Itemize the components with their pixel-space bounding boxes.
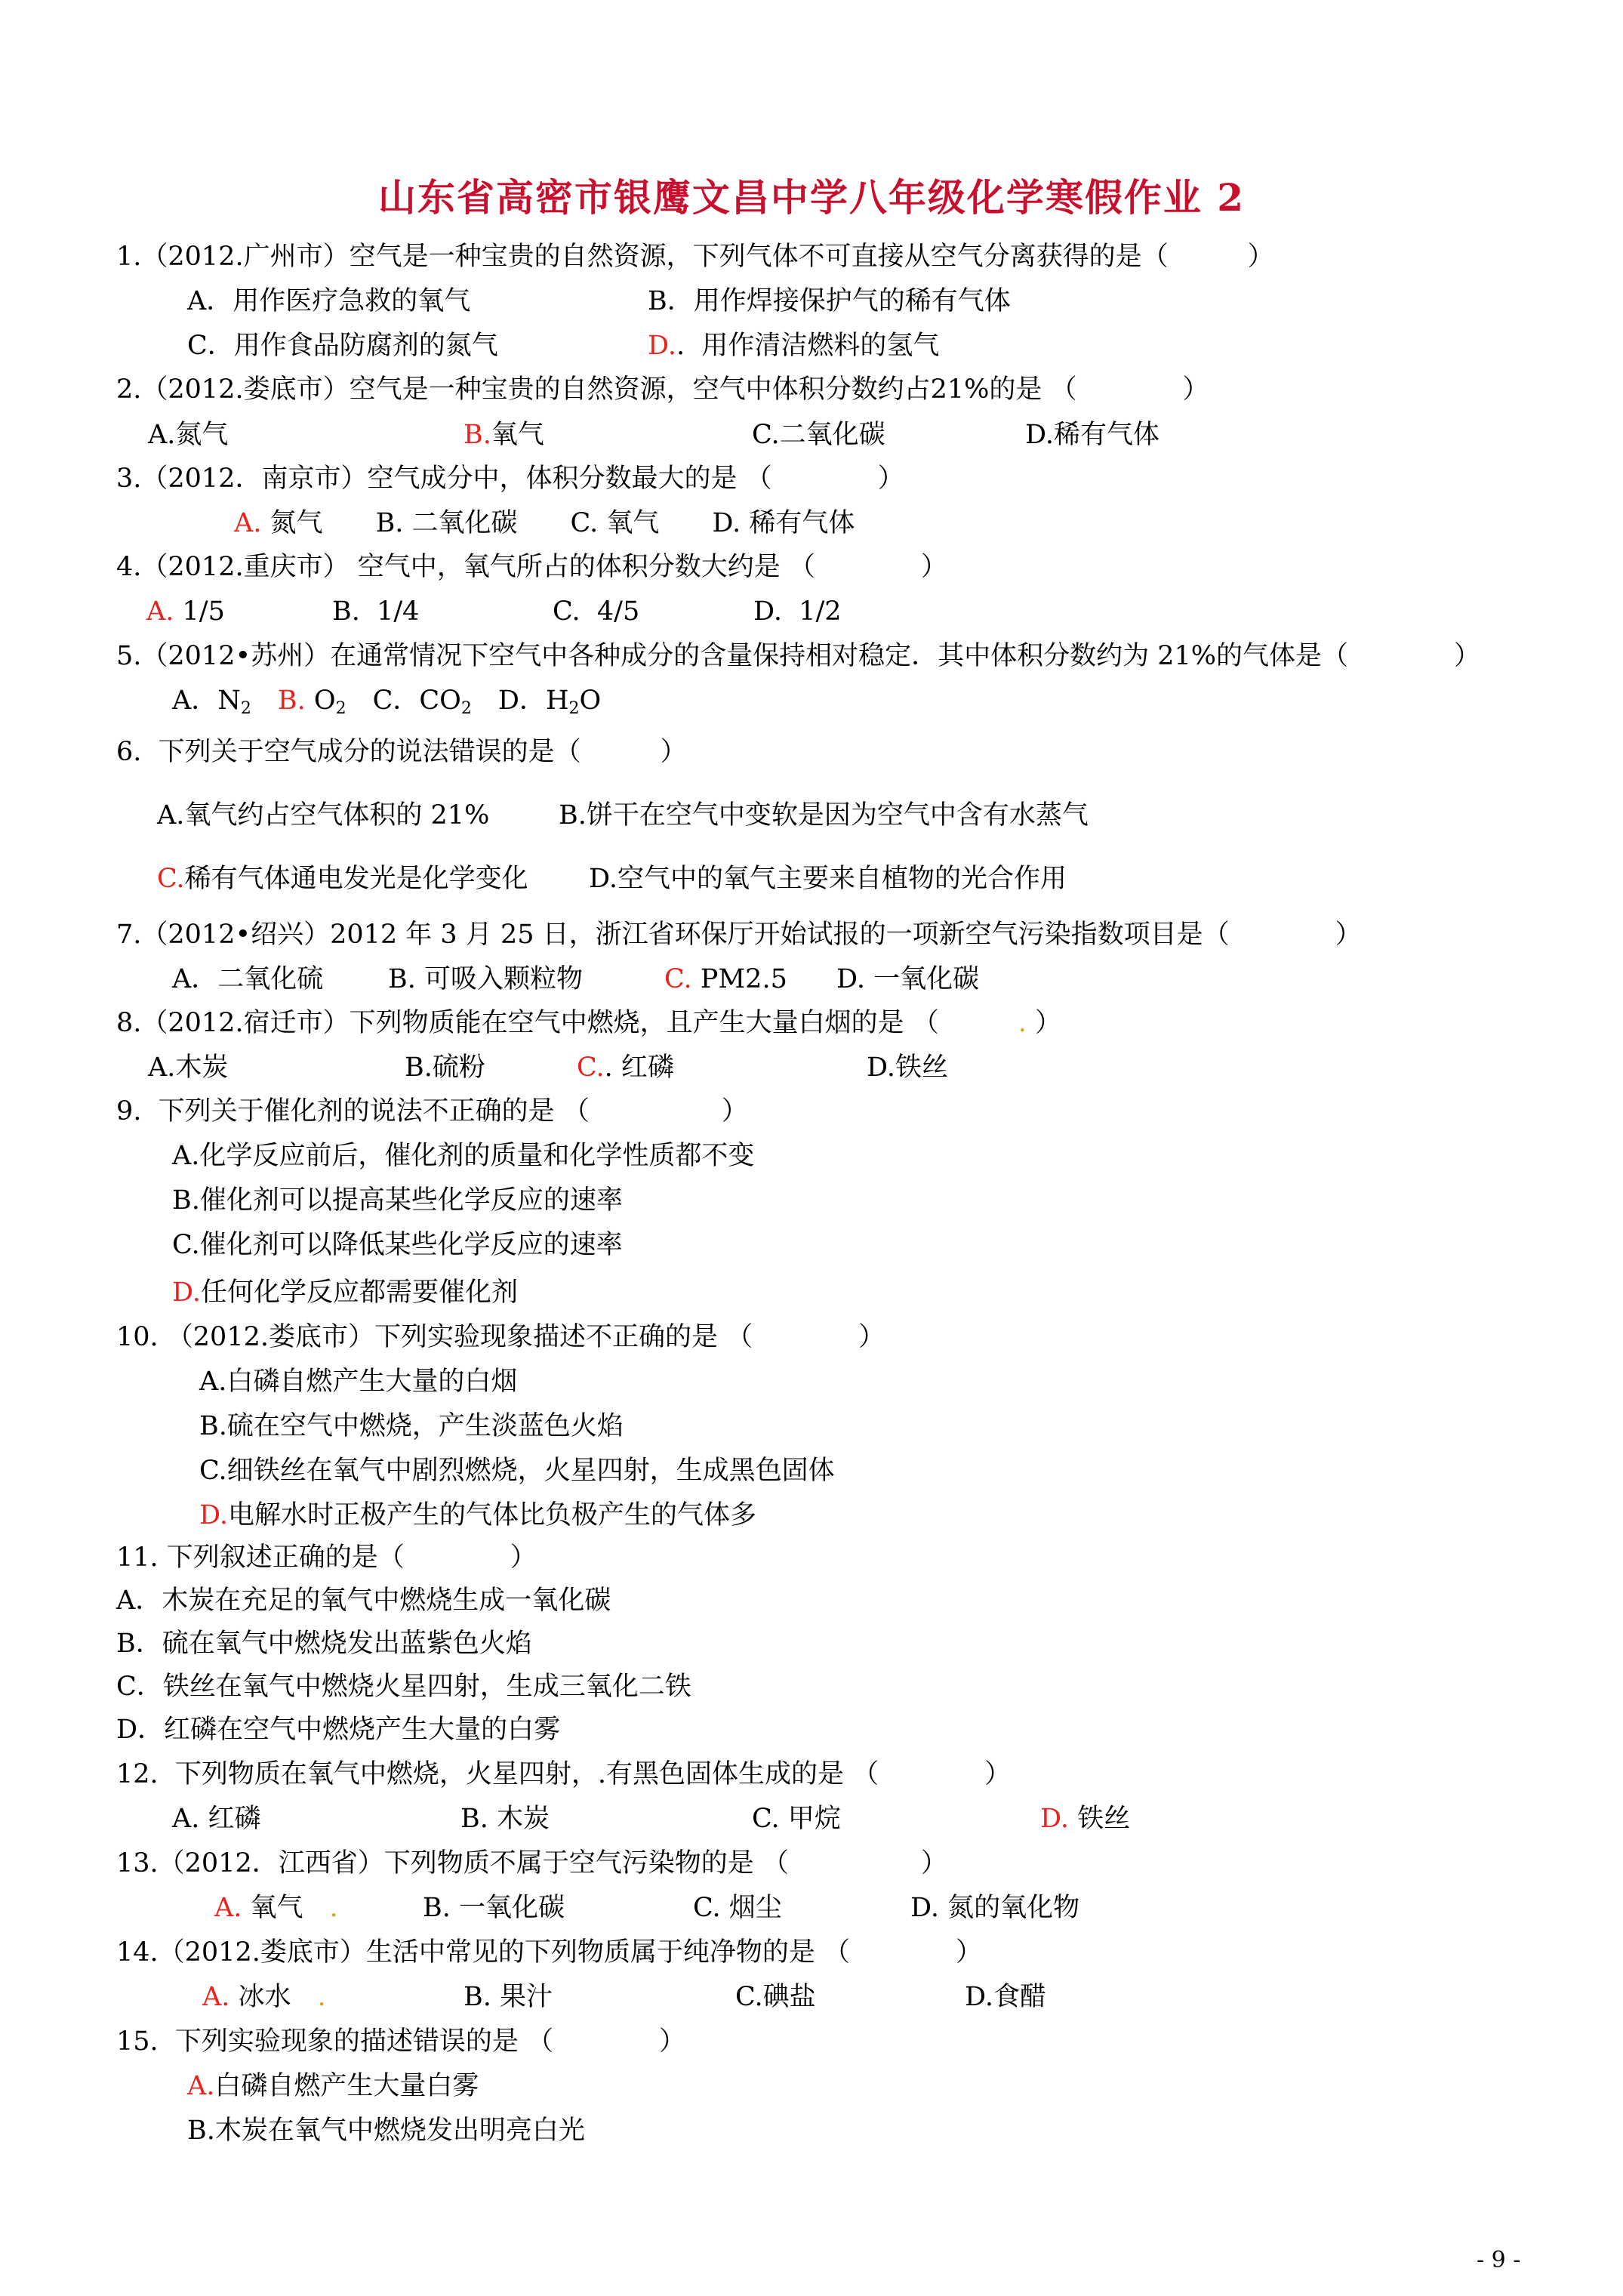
question-8-option-d: D.铁丝 (867, 1052, 948, 1083)
answer-key-mark: C. (577, 1052, 605, 1083)
question-7-option-d: D. 一氧化碳 (836, 964, 980, 994)
question-10-option-c: C.细铁丝在氧气中剧烈燃烧，火星四射，生成黑色固体 (199, 1456, 835, 1486)
question-11-option-c: C．铁丝在氧气中燃烧火星四射，生成三氧化二铁 (116, 1672, 691, 1702)
question-14-option-b: B. 果汁 (463, 1982, 553, 2012)
question-12-option-b: B. 木炭 (460, 1804, 550, 1834)
question-14-option-a: A. 冰水 . (202, 1982, 326, 2012)
question-3-stem: 3.（2012．南京市）空气成分中，体积分数最大的是 （ ） (116, 464, 904, 494)
question-9-stem: 9. 下列关于催化剂的说法不正确的是 （ ） (116, 1096, 748, 1126)
question-15-option-a: A.白磷自燃产生大量白雾 (187, 2071, 479, 2101)
question-15-option-b: B.木炭在氧气中燃烧发出明亮白光 (187, 2116, 585, 2146)
question-12-option-d: D. 铁丝 (1040, 1804, 1131, 1834)
question-13-option-a: A. 氧气 . (214, 1893, 338, 1923)
question-1-option-b: B．用作焊接保护气的稀有气体 (648, 286, 1011, 316)
question-11-option-a: A．木炭在充足的氧气中燃烧生成一氧化碳 (116, 1586, 611, 1616)
question-11-stem: 11. 下列叙述正确的是（ ） (116, 1542, 537, 1573)
question-7-option-b: B. 可吸入颗粒物 (388, 964, 583, 994)
answer-key-mark: A. (187, 2071, 215, 2101)
question-13-option-c: C. 烟尘 (693, 1893, 782, 1923)
question-2-option-d: D.稀有气体 (1025, 420, 1160, 450)
answer-key-mark: B. (463, 420, 491, 450)
question-14-option-c: C.碘盐 (735, 1982, 816, 2012)
question-6-option-a: A.氧气约占空气体积的 21% (157, 800, 490, 831)
question-1-option-d: D.. 用作清洁燃料的氢气 (648, 331, 940, 361)
question-8-stem: 8.（2012.宿迁市）下列物质能在空气中燃烧，且产生大量白烟的是 （ . ） (116, 1008, 1062, 1038)
question-15-stem: 15. 下列实验现象的描述错误的是 （ ） (116, 2026, 686, 2057)
question-10-option-d: D.电解水时正极产生的气体比负极产生的气体多 (199, 1500, 756, 1530)
answer-key-mark: C. (157, 864, 185, 894)
question-1-option-a: A．用作医疗急救的氧气 (187, 286, 471, 316)
answer-key-mark: D. (199, 1500, 228, 1530)
question-6-option-d: D.空气中的氧气主要来自植物的光合作用 (589, 864, 1067, 894)
question-4-stem: 4.（2012.重庆市） 空气中，氧气所占的体积分数大约是 （ ） (116, 552, 947, 582)
answer-key-mark: D. (172, 1277, 201, 1308)
answer-key-mark: A. (214, 1893, 242, 1923)
question-2-stem: 2.（2012.娄底市）空气是一种宝贵的自然资源，空气中体积分数约占21%的是 （ ） (116, 374, 1209, 405)
question-11-option-b: B．硫在氧气中燃烧发出蓝紫色火焰 (116, 1629, 532, 1659)
question-9-option-c: C.催化剂可以降低某些化学反应的速率 (172, 1230, 623, 1260)
question-11-option-d: D．红磷在空气中燃烧产生大量的白雾 (116, 1715, 561, 1745)
question-7-option-c: C. PM2.5 (664, 964, 787, 994)
answer-key-mark: A. (202, 1982, 230, 2012)
question-10-option-a: A.白磷自燃产生大量的白烟 (199, 1367, 518, 1397)
question-8-option-a: A.木炭 (148, 1052, 229, 1083)
answer-key-mark: D. (648, 331, 676, 361)
question-8-option-c: C.. 红磷 (577, 1052, 674, 1083)
answer-key-mark: B. (277, 686, 306, 716)
question-13-stem: 13.（2012．江西省）下列物质不属于空气污染物的是 （ ） (116, 1848, 947, 1878)
question-7-option-a: A．二氧化硫 (172, 964, 324, 994)
question-2-option-a: A.氮气 (148, 420, 229, 450)
question-3-options: A. 氮气 B. 二氧化碳 C. 氧气 D. 稀有气体 (234, 508, 855, 538)
question-2-option-c: C.二氧化碳 (752, 420, 885, 450)
question-4-option-d: D. 1/2 (753, 596, 842, 627)
question-10-stem: 10. （2012.娄底市）下列实验现象描述不正确的是 （ ） (116, 1322, 885, 1352)
question-12-stem: 12. 下列物质在氧气中燃烧，火星四射，.有黑色固体生成的是 （ ） (116, 1759, 1012, 1789)
question-12-option-a: A. 红磷 (172, 1804, 261, 1834)
question-13-option-b: B. 一氧化碳 (423, 1893, 565, 1923)
question-14-stem: 14.（2012.娄底市）生活中常见的下列物质属于纯净物的是 （ ） (116, 1937, 982, 1968)
question-5-options: A．$N_2$ B. $O_2$ C．$CO_2$ D．$H_2O$ (172, 686, 602, 718)
answer-key-mark: D. (1040, 1804, 1069, 1834)
question-5-stem: 5.（2012•苏州）在通常情况下空气中各种成分的含量保持相对稳定．其中体积分数约为 21%的气体是（ ） (116, 641, 1481, 671)
question-4-option-a: A. 1/5 (146, 596, 225, 627)
question-6-stem: 6. 下列关于空气成分的说法错误的是（ ） (116, 737, 687, 767)
page-title: 山东省高密市银鹰文昌中学八年级化学寒假作业 2 (377, 175, 1246, 220)
question-4-option-b: B. 1/4 (332, 596, 420, 627)
question-6-option-c: C.稀有气体通电发光是化学变化 (157, 864, 528, 894)
question-6-option-b: B.饼干在空气中变软是因为空气中含有水蒸气 (559, 800, 1089, 831)
answer-key-mark: C. (664, 964, 692, 994)
question-7-stem: 7.（2012•绍兴）2012 年 3 月 25 日，浙江省环保厅开始试报的一项新空气污染指数项目是（ ） (116, 920, 1362, 950)
page-number: - 9 - (1477, 2247, 1521, 2273)
question-14-option-d: D.食醋 (965, 1982, 1046, 2012)
question-9-option-b: B.催化剂可以提高某些化学反应的速率 (172, 1185, 623, 1216)
question-9-option-d: D.任何化学反应都需要催化剂 (172, 1277, 518, 1308)
question-9-option-a: A.化学反应前后，催化剂的质量和化学性质都不变 (172, 1141, 755, 1171)
question-1-option-c: C．用作食品防腐剂的氮气 (187, 331, 498, 361)
answer-key-mark: A. (234, 508, 262, 538)
question-13-option-d: D. 氮的氧化物 (910, 1893, 1080, 1923)
question-10-option-b: B.硫在空气中燃烧，产生淡蓝色火焰 (199, 1411, 624, 1441)
answer-key-mark: A. (146, 596, 174, 627)
question-4-option-c: C. 4/5 (553, 596, 640, 627)
question-12-option-c: C. 甲烷 (752, 1804, 841, 1834)
question-1-stem: 1.（2012.广州市）空气是一种宝贵的自然资源，下列气体不可直接从空气分离获得的是（ ） (116, 242, 1274, 272)
question-8-option-b: B.硫粉 (405, 1052, 485, 1083)
question-2-option-b: B.氧气 (463, 420, 544, 450)
